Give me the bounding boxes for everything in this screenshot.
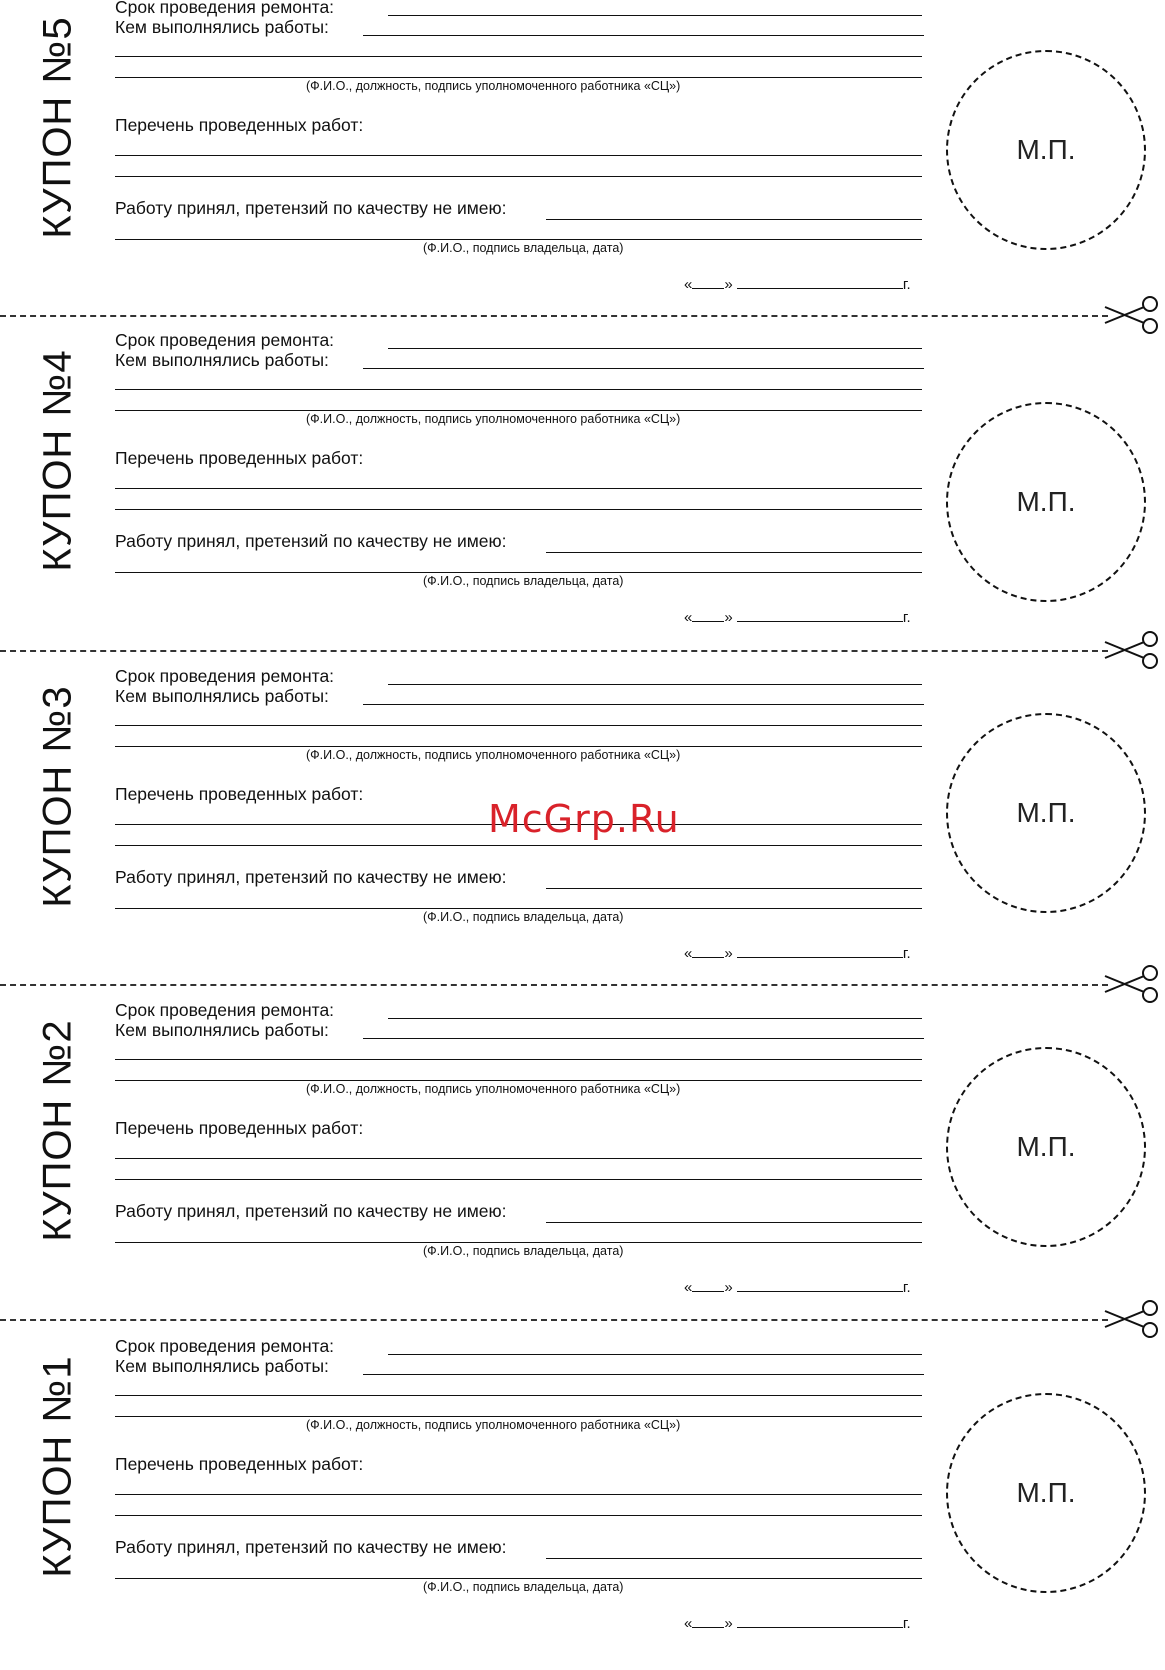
works-list-line-1[interactable] (115, 155, 922, 156)
performed-by-field[interactable] (363, 1374, 924, 1375)
worker-signature-line[interactable] (115, 1080, 922, 1081)
date-open-quote: « (684, 276, 693, 293)
owner-signature-line[interactable] (115, 1578, 922, 1579)
date-close-quote: » (724, 276, 733, 293)
performed-by-label: Кем выполнялись работы: (115, 686, 329, 706)
accepted-label: Работу принял, претензий по качеству не имею: (115, 867, 507, 887)
day-blank[interactable] (692, 1291, 724, 1292)
date-field[interactable] (684, 945, 911, 962)
day-blank[interactable] (692, 288, 724, 289)
cut-line (0, 1319, 1108, 1321)
performed-by-line-2[interactable] (115, 56, 922, 57)
works-list-label: Перечень проведенных работ: (115, 1118, 364, 1138)
coupon-title: КУПОН №3 (35, 684, 80, 908)
date-close-quote: » (724, 945, 733, 962)
performed-by-field[interactable] (363, 368, 924, 369)
works-list-line-1[interactable] (115, 488, 922, 489)
repair-period-field[interactable] (388, 684, 922, 685)
coupon-title: КУПОН №1 (35, 1354, 80, 1578)
accepted-label: Работу принял, претензий по качеству не имею: (115, 1537, 507, 1557)
date-close-quote: » (724, 609, 733, 626)
worker-caption: (Ф.И.О., должность, подпись уполномоченного работника «СЦ») (306, 412, 681, 426)
worker-caption: (Ф.И.О., должность, подпись уполномоченного работника «СЦ») (306, 79, 681, 93)
coupon-title: КУПОН №5 (35, 15, 80, 239)
performed-by-label: Кем выполнялись работы: (115, 17, 329, 37)
owner-caption: (Ф.И.О., подпись владельца, дата) (423, 241, 624, 255)
coupon-title: КУПОН №2 (35, 1018, 80, 1242)
stamp-circle (946, 402, 1146, 602)
coupon-title-vertical (35, 666, 80, 926)
stamp-circle (946, 1047, 1146, 1247)
year-suffix: г. (902, 1615, 911, 1632)
date-field[interactable] (684, 276, 911, 293)
scissors-icon (1102, 965, 1162, 1003)
watermark: McGrp.Ru (488, 797, 680, 841)
repair-period-label: Срок проведения ремонта: (115, 330, 335, 350)
stamp-label: М.П. (1016, 486, 1076, 517)
cut-line (0, 984, 1108, 986)
coupon-title-vertical (35, 330, 80, 590)
repair-period-label: Срок проведения ремонта: (115, 666, 335, 686)
month-year-blank[interactable] (737, 1291, 903, 1292)
performed-by-field[interactable] (363, 35, 924, 36)
year-suffix: г. (902, 1279, 911, 1296)
owner-signature-line[interactable] (115, 908, 922, 909)
coupon-2 (0, 1000, 1165, 1334)
scissors-icon (1102, 1300, 1162, 1338)
performed-by-label: Кем выполнялись работы: (115, 1020, 329, 1040)
owner-signature-line[interactable] (115, 1242, 922, 1243)
accepted-field[interactable] (546, 552, 922, 553)
performed-by-label: Кем выполнялись работы: (115, 1356, 329, 1376)
owner-caption: (Ф.И.О., подпись владельца, дата) (423, 1580, 624, 1594)
works-list-line-1[interactable] (115, 1494, 922, 1495)
coupon-title-vertical (35, 1000, 80, 1260)
stamp-circle (946, 713, 1146, 913)
coupon-4 (0, 330, 1165, 664)
stamp-circle (946, 1393, 1146, 1593)
owner-caption: (Ф.И.О., подпись владельца, дата) (423, 910, 624, 924)
coupon-5 (0, 0, 1165, 331)
worker-caption: (Ф.И.О., должность, подпись уполномоченного работника «СЦ») (306, 1082, 681, 1096)
stamp-label: М.П. (1016, 797, 1076, 828)
performed-by-field[interactable] (363, 704, 924, 705)
accepted-field[interactable] (546, 1558, 922, 1559)
scissors-icon (1102, 631, 1162, 669)
owner-signature-line[interactable] (115, 572, 922, 573)
date-close-quote: » (724, 1279, 733, 1296)
performed-by-label: Кем выполнялись работы: (115, 350, 329, 370)
date-open-quote: « (684, 1615, 693, 1632)
year-suffix: г. (902, 276, 911, 293)
repair-period-field[interactable] (388, 1018, 922, 1019)
date-open-quote: « (684, 945, 693, 962)
performed-by-line-2[interactable] (115, 1059, 922, 1060)
coupon-1 (0, 1336, 1165, 1670)
accepted-label: Работу принял, претензий по качеству не имею: (115, 1201, 507, 1221)
performed-by-line-2[interactable] (115, 389, 922, 390)
worker-signature-line[interactable] (115, 77, 922, 78)
stamp-label: М.П. (1016, 134, 1076, 165)
day-blank[interactable] (692, 1627, 724, 1628)
owner-caption: (Ф.И.О., подпись владельца, дата) (423, 574, 624, 588)
accepted-field[interactable] (546, 1222, 922, 1223)
works-list-label: Перечень проведенных работ: (115, 1454, 364, 1474)
works-list-line-2[interactable] (115, 845, 922, 846)
accepted-label: Работу принял, претензий по качеству не имею: (115, 531, 507, 551)
works-list-line-1[interactable] (115, 1158, 922, 1159)
performed-by-line-2[interactable] (115, 1395, 922, 1396)
coupon-title-vertical (35, 1336, 80, 1596)
month-year-blank[interactable] (737, 288, 903, 289)
date-open-quote: « (684, 1279, 693, 1296)
day-blank[interactable] (692, 957, 724, 958)
month-year-blank[interactable] (737, 621, 903, 622)
owner-signature-line[interactable] (115, 239, 922, 240)
owner-caption: (Ф.И.О., подпись владельца, дата) (423, 1244, 624, 1258)
repair-period-field[interactable] (388, 348, 922, 349)
date-field[interactable] (684, 1615, 911, 1632)
date-field[interactable] (684, 609, 911, 626)
works-list-line-2[interactable] (115, 176, 922, 177)
repair-period-label: Срок проведения ремонта: (115, 1000, 335, 1020)
worker-signature-line[interactable] (115, 746, 922, 747)
works-list-line-2[interactable] (115, 1179, 922, 1180)
date-open-quote: « (684, 609, 693, 626)
performed-by-line-2[interactable] (115, 725, 922, 726)
month-year-blank[interactable] (737, 957, 903, 958)
accepted-label: Работу принял, претензий по качеству не имею: (115, 198, 507, 218)
repair-period-field[interactable] (388, 15, 922, 16)
cut-line (0, 315, 1108, 317)
performed-by-field[interactable] (363, 1038, 924, 1039)
coupon-title-vertical (35, 0, 80, 257)
worker-caption: (Ф.И.О., должность, подпись уполномоченного работника «СЦ») (306, 1418, 681, 1432)
day-blank[interactable] (692, 621, 724, 622)
date-close-quote: » (724, 1615, 733, 1632)
year-suffix: г. (902, 945, 911, 962)
works-list-line-2[interactable] (115, 1515, 922, 1516)
stamp-label: М.П. (1016, 1477, 1076, 1508)
accepted-field[interactable] (546, 888, 922, 889)
month-year-blank[interactable] (737, 1627, 903, 1628)
stamp-circle (946, 50, 1146, 250)
date-field[interactable] (684, 1279, 911, 1296)
worker-signature-line[interactable] (115, 1416, 922, 1417)
worker-caption: (Ф.И.О., должность, подпись уполномоченного работника «СЦ») (306, 748, 681, 762)
worker-signature-line[interactable] (115, 410, 922, 411)
stamp-label: М.П. (1016, 1131, 1076, 1162)
works-list-line-2[interactable] (115, 509, 922, 510)
repair-period-label: Срок проведения ремонта: (115, 1336, 335, 1356)
works-list-label: Перечень проведенных работ: (115, 115, 364, 135)
year-suffix: г. (902, 609, 911, 626)
repair-period-field[interactable] (388, 1354, 922, 1355)
accepted-field[interactable] (546, 219, 922, 220)
works-list-label: Перечень проведенных работ: (115, 784, 364, 804)
cut-line (0, 650, 1108, 652)
coupon-title: КУПОН №4 (35, 348, 80, 572)
scissors-icon (1102, 296, 1162, 334)
repair-period-label: Срок проведения ремонта: (115, 0, 335, 17)
works-list-label: Перечень проведенных работ: (115, 448, 364, 468)
